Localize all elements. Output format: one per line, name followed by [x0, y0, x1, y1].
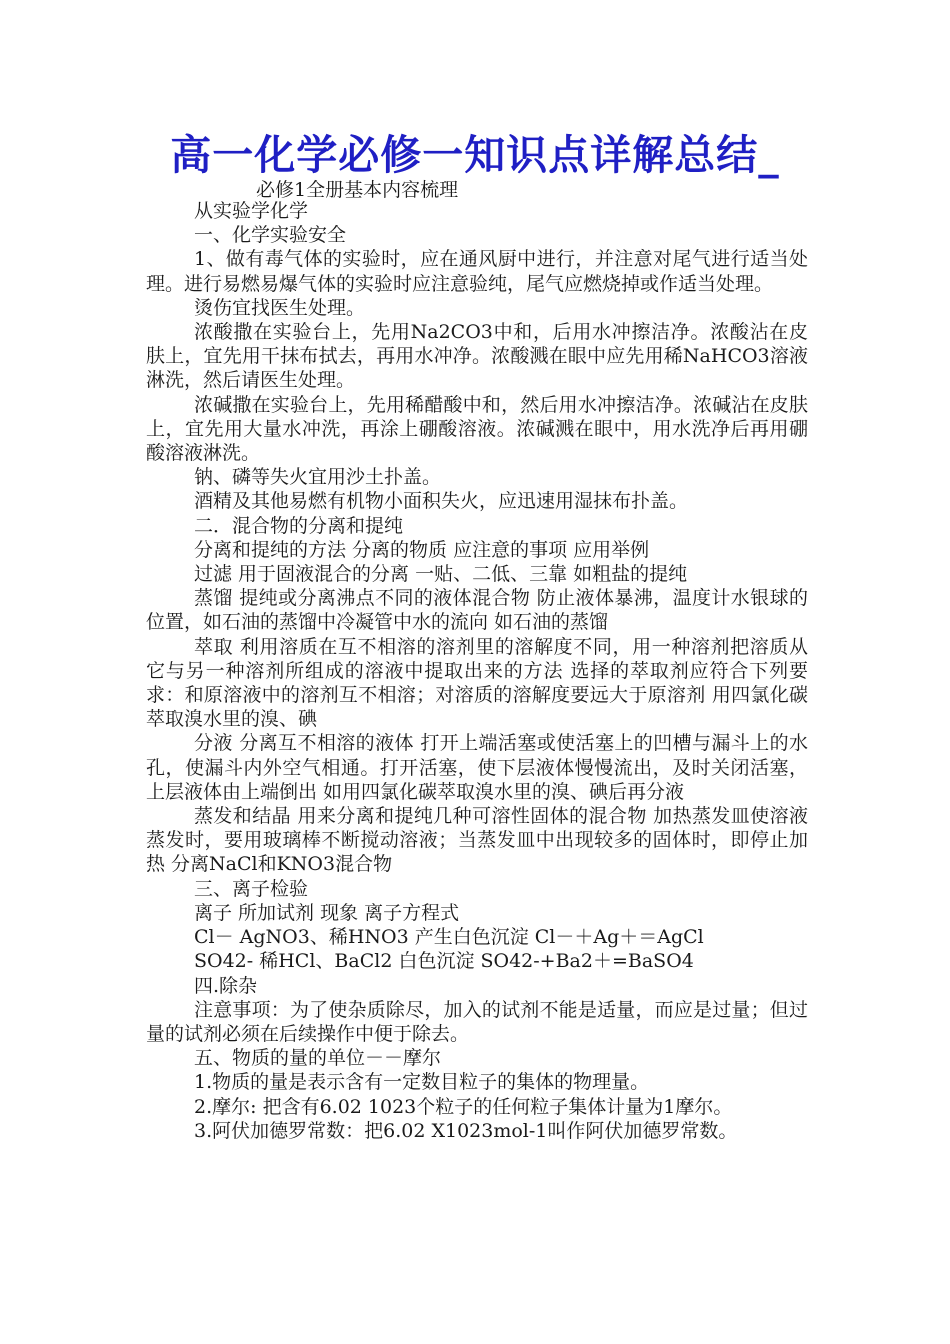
paragraph: 浓酸撒在实验台上，先用Na2CO3中和，后用水冲擦洁净。浓酸沾在皮肤上，宜先用干抹布拭去，再用水冲净。浓酸溅在眼中应先用稀NaHCO3溶液淋洗，然后请医生处理。 [146, 321, 808, 392]
paragraph: 1.物质的量是表示含有一定数目粒子的集体的物理量。 [194, 1071, 650, 1094]
section-heading: 一、化学实验安全 [194, 224, 347, 247]
paragraph: 从实验学化学 [194, 200, 309, 222]
section-heading: 四.除杂 [194, 974, 258, 997]
document-title: 高一化学必修一知识点详解总结_ [170, 131, 780, 179]
paragraph: 2.摩尔: 把含有6.02 1023个粒子的任何粒子集体计量为1摩尔。 [194, 1095, 733, 1118]
paragraph: 蒸馏 提纯或分离沸点不同的液体混合物 防止液体暴沸，温度计水银球的位置，如石油的蒸馏中冷凝管中水的流向 如石油的蒸馏 [146, 587, 808, 634]
paragraph: 烫伤宜找医生处理。 [194, 296, 366, 319]
paragraph: 分离和提纯的方法 分离的物质 应注意的事项 应用举例 [194, 538, 650, 561]
paragraph: 浓碱撒在实验台上，先用稀醋酸中和，然后用水冲擦洁净。浓碱沾在皮肤上，宜先用大量水冲洗，再涂上硼酸溶液。浓碱溅在眼中，用水洗净后再用硼酸溶液淋洗。 [146, 393, 808, 465]
section-heading: 三、离子检验 [194, 877, 309, 900]
paragraph: 钠、磷等失火宜用沙土扑盖。 [194, 466, 442, 489]
paragraph: 离子 所加试剂 现象 离子方程式 [194, 901, 460, 924]
section-heading: 五、物质的量的单位－－摩尔 [194, 1047, 442, 1070]
paragraph: 注意事项：为了使杂质除尽，加入的试剂不能是适量，而应是过量；但过量的试剂必须在后续操作中便于除去。 [146, 998, 808, 1045]
paragraph: SO42- 稀HCl、BaCl2 白色沉淀 SO42-+Ba2＋=BaSO4 [194, 950, 694, 973]
paragraph: 蒸发和结晶 用来分离和提纯几种可溶性固体的混合物 加热蒸发皿使溶液蒸发时，要用玻璃棒不断搅动溶液；当蒸发皿中出现较多的固体时，即停止加热 分离NaCl和KNO3混合物 [146, 805, 808, 876]
document-subtitle: 必修1全册基本内容梳理 [256, 179, 459, 201]
paragraph: 过滤 用于固液混合的分离 一贴、二低、三靠 如粗盐的提纯 [194, 563, 688, 586]
paragraph: 1、做有毒气体的实验时，应在通风厨中进行，并注意对尾气进行适当处理。进行易燃易爆气体的实验时应注意验纯，尾气应燃烧掉或作适当处理。 [146, 248, 808, 295]
paragraph: 酒精及其他易燃有机物小面积失火，应迅速用湿抹布扑盖。 [194, 490, 689, 513]
paragraph: 3.阿伏加德罗常数：把6.02 X1023mol-1叫作阿伏加德罗常数。 [194, 1119, 738, 1142]
section-heading: 二．混合物的分离和提纯 [194, 514, 404, 537]
paragraph: Cl－ AgNO3、稀HNO3 产生白色沉淀 Cl－＋Ag＋＝AgCl [194, 926, 704, 949]
document-body [146, 199, 808, 1143]
paragraph: 萃取 利用溶质在互不相溶的溶剂里的溶解度不同，用一种溶剂把溶质从它与另一种溶剂所组成的溶液中提取出来的方法 选择的萃取剂应符合下列要求：和原溶液中的溶剂互不相溶；对溶质的溶解度要远大于原溶剂 用四氯化碳萃取溴水里的溴、碘 [146, 635, 808, 731]
paragraph: 分液 分离互不相溶的液体 打开上端活塞或使活塞上的凹槽与漏斗上的水孔，使漏斗内外空气相通。打开活塞，使下层液体慢慢流出，及时关闭活塞，上层液体由上端倒出 如用四氯化碳萃取溴水里的溴、碘后再分液 [146, 732, 808, 803]
